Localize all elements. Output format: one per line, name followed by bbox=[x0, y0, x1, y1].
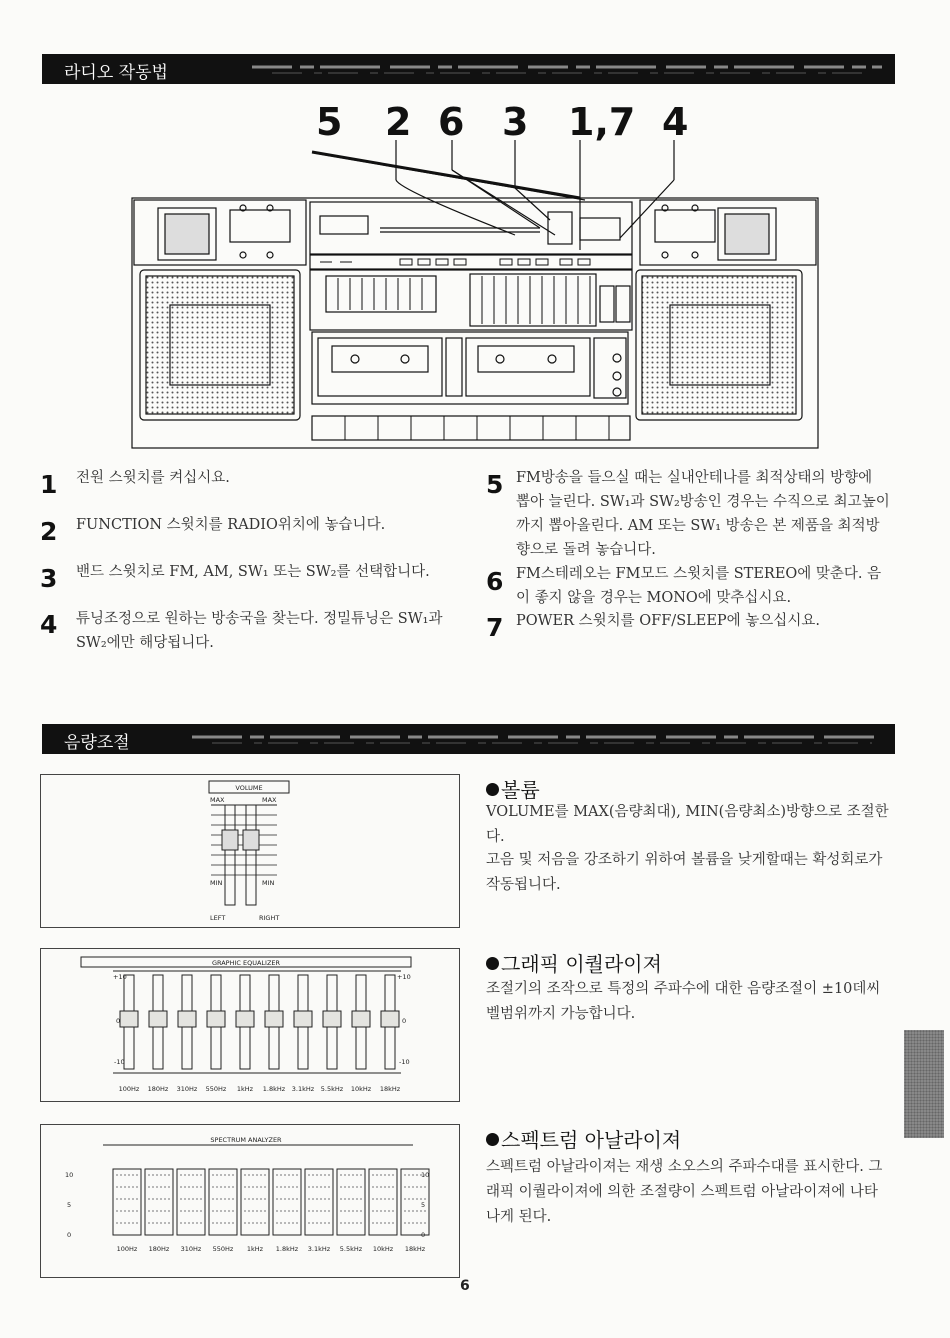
volume-paragraph: 고음 및 저음을 강조하기 위하여 볼륨을 낮게할때는 확성회로가 작동됩니다. bbox=[486, 852, 883, 893]
volume-min-left: MIN bbox=[210, 879, 223, 887]
eq-slider-knob bbox=[120, 1011, 138, 1027]
sa-band-label: 1.8kHz bbox=[275, 1245, 299, 1253]
eq-slider-knob bbox=[265, 1011, 283, 1027]
eq-plus-label: +10 bbox=[397, 973, 411, 981]
eq-slider-knob bbox=[178, 1011, 196, 1027]
eq-minus-label: -10 bbox=[399, 1058, 410, 1066]
step-number: 1 bbox=[40, 470, 58, 499]
eq-minus-label: -10 bbox=[114, 1058, 125, 1066]
section-title: 라디오 작동법 bbox=[64, 63, 168, 83]
volume-max-right: MAX bbox=[262, 796, 277, 804]
sa-band-column bbox=[209, 1169, 237, 1235]
callout-number: 5 bbox=[316, 100, 343, 144]
step-text: FM스테레오는 FM모드 스윗치를 STEREO에 맞춘다. 음이 좋지 않을 경우는 MONO에 맞추십시요. bbox=[516, 566, 882, 606]
volume-diagram bbox=[40, 774, 460, 928]
sa-band-column bbox=[177, 1169, 205, 1235]
eq-slider-knob bbox=[323, 1011, 341, 1027]
volume-diagram-label: VOLUME bbox=[235, 784, 263, 792]
header-decoration bbox=[132, 724, 892, 754]
spectrum-heading bbox=[486, 1124, 681, 1153]
sa-band-column bbox=[113, 1169, 141, 1235]
sa-scale-label: 0 bbox=[67, 1231, 72, 1239]
sa-band-column bbox=[241, 1169, 269, 1235]
callout-number: 6 bbox=[438, 100, 465, 144]
eq-zero-label: 0 bbox=[116, 1017, 121, 1025]
sa-scale-label: 5 bbox=[421, 1201, 426, 1209]
eq-slider-knob bbox=[236, 1011, 254, 1027]
section-title: 음량조절 bbox=[64, 733, 130, 753]
sa-band-label: 3.1kHz bbox=[307, 1245, 331, 1253]
sa-band-label: 550Hz bbox=[212, 1245, 234, 1253]
volume-heading bbox=[486, 774, 540, 803]
page-number: 6 bbox=[460, 1278, 470, 1294]
equalizer-paragraph: 조절기의 조작으로 특정의 주파수에 대한 음량조절이 ±10데씨벨범위까지 가능합니다. bbox=[486, 981, 881, 1022]
step-text: FUNCTION 스윗치를 RADIO위치에 놓습니다. bbox=[76, 517, 386, 533]
bullet-icon bbox=[486, 957, 499, 970]
sa-band-column bbox=[369, 1169, 397, 1235]
eq-band-label: 5.5kHz bbox=[320, 1085, 344, 1093]
callout-number: 2 bbox=[385, 100, 412, 144]
header-decoration bbox=[192, 54, 892, 84]
sa-band-label: 1kHz bbox=[246, 1245, 264, 1253]
sa-band-column bbox=[337, 1169, 365, 1235]
eq-slider-knob bbox=[294, 1011, 312, 1027]
sa-band-column bbox=[305, 1169, 333, 1235]
sa-scale-label: 10 bbox=[65, 1171, 74, 1179]
sa-scale-label: 0 bbox=[421, 1231, 426, 1239]
bullet-icon bbox=[486, 783, 499, 796]
step-number: 6 bbox=[486, 567, 504, 596]
equalizer-label: GRAPHIC EQUALIZER bbox=[211, 959, 281, 967]
sa-band-label: 10kHz bbox=[372, 1245, 394, 1253]
volume-paragraph: VOLUME를 MAX(음량최대), MIN(음량최소)방향으로 조절한다. bbox=[486, 804, 889, 845]
volume-left-label: LEFT bbox=[210, 914, 226, 922]
callout-number: 4 bbox=[662, 100, 689, 144]
eq-slider-knob bbox=[149, 1011, 167, 1027]
eq-zero-label: 0 bbox=[402, 1017, 407, 1025]
step-number: 2 bbox=[40, 517, 58, 546]
equalizer-heading-text: 그래픽 이퀄라이져 bbox=[501, 952, 662, 976]
callout-number: 1,7 bbox=[568, 100, 636, 144]
section-header-volume bbox=[42, 724, 895, 754]
sa-scale-label: 5 bbox=[67, 1201, 72, 1209]
side-index-tab bbox=[904, 1030, 944, 1138]
volume-min-right: MIN bbox=[262, 879, 275, 887]
sa-band-label: 180Hz bbox=[148, 1245, 170, 1253]
volume-max-left: MAX bbox=[210, 796, 225, 804]
volume-heading-text: 볼륨 bbox=[501, 778, 540, 802]
step-text: 튜닝조정으로 원하는 방송국을 찾는다. 정밀튜닝은 SW₁과 SW₂에만 해당됩니다. bbox=[76, 611, 443, 651]
equalizer-diagram bbox=[40, 948, 460, 1102]
spectrum-diagram bbox=[40, 1124, 460, 1278]
eq-band-label: 100Hz bbox=[118, 1085, 140, 1093]
sa-band-label: 310Hz bbox=[180, 1245, 202, 1253]
spectrum-heading-text: 스펙트럼 아날라이져 bbox=[501, 1128, 682, 1152]
sa-band-label: 5.5kHz bbox=[339, 1245, 363, 1253]
step-text: 밴드 스윗치로 FM, AM, SW₁ 또는 SW₂를 선택합니다. bbox=[76, 564, 430, 580]
eq-band-label: 10kHz bbox=[350, 1085, 372, 1093]
sa-band-column bbox=[145, 1169, 173, 1235]
eq-plus-label: +10 bbox=[113, 973, 127, 981]
sa-scale-label: 10 bbox=[421, 1171, 430, 1179]
spectrum-label: SPECTRUM ANALYZER bbox=[210, 1136, 282, 1144]
spectrum-paragraph: 스펙트럼 아날라이져는 재생 소오스의 주파수대를 표시한다. 그래픽 이퀄라이져에 의한 조절량이 스펙트럼 아날라이져에 나타나게 된다. bbox=[486, 1159, 883, 1225]
step-number: 4 bbox=[40, 610, 58, 639]
eq-band-label: 1kHz bbox=[236, 1085, 254, 1093]
eq-slider-knob bbox=[207, 1011, 225, 1027]
sa-band-column bbox=[273, 1169, 301, 1235]
step-number: 5 bbox=[486, 470, 504, 499]
equalizer-heading bbox=[486, 948, 662, 977]
eq-band-label: 1.8kHz bbox=[262, 1085, 286, 1093]
step-number: 7 bbox=[486, 613, 504, 642]
eq-band-label: 3.1kHz bbox=[291, 1085, 315, 1093]
eq-slider-knob bbox=[381, 1011, 399, 1027]
sa-band-label: 100Hz bbox=[116, 1245, 138, 1253]
bullet-icon bbox=[486, 1133, 499, 1146]
boombox-illustration bbox=[0, 140, 950, 460]
step-text: POWER 스윗치를 OFF/SLEEP에 놓으십시요. bbox=[516, 613, 820, 629]
sa-band-label: 18kHz bbox=[404, 1245, 426, 1253]
callout-number: 3 bbox=[502, 100, 529, 144]
section-header-radio bbox=[42, 54, 895, 84]
step-text: 전원 스윗치를 켜십시요. bbox=[76, 470, 230, 486]
step-text: FM방송을 들으실 때는 실내안테나를 최적상태의 방향에 뽑아 늘린다. SW₁과 SW₂방송인 경우는 수직으로 최고높이까지 뽑아올린다. AM 또는 SW₁ 방송은 본 제품을 최적방향으로 돌려 놓습니다. bbox=[516, 470, 890, 558]
eq-band-label: 550Hz bbox=[205, 1085, 227, 1093]
step-number: 3 bbox=[40, 564, 58, 593]
eq-band-label: 180Hz bbox=[147, 1085, 169, 1093]
volume-right-label: RIGHT bbox=[259, 914, 280, 922]
eq-band-label: 310Hz bbox=[176, 1085, 198, 1093]
eq-band-label: 18kHz bbox=[379, 1085, 401, 1093]
eq-slider-knob bbox=[352, 1011, 370, 1027]
